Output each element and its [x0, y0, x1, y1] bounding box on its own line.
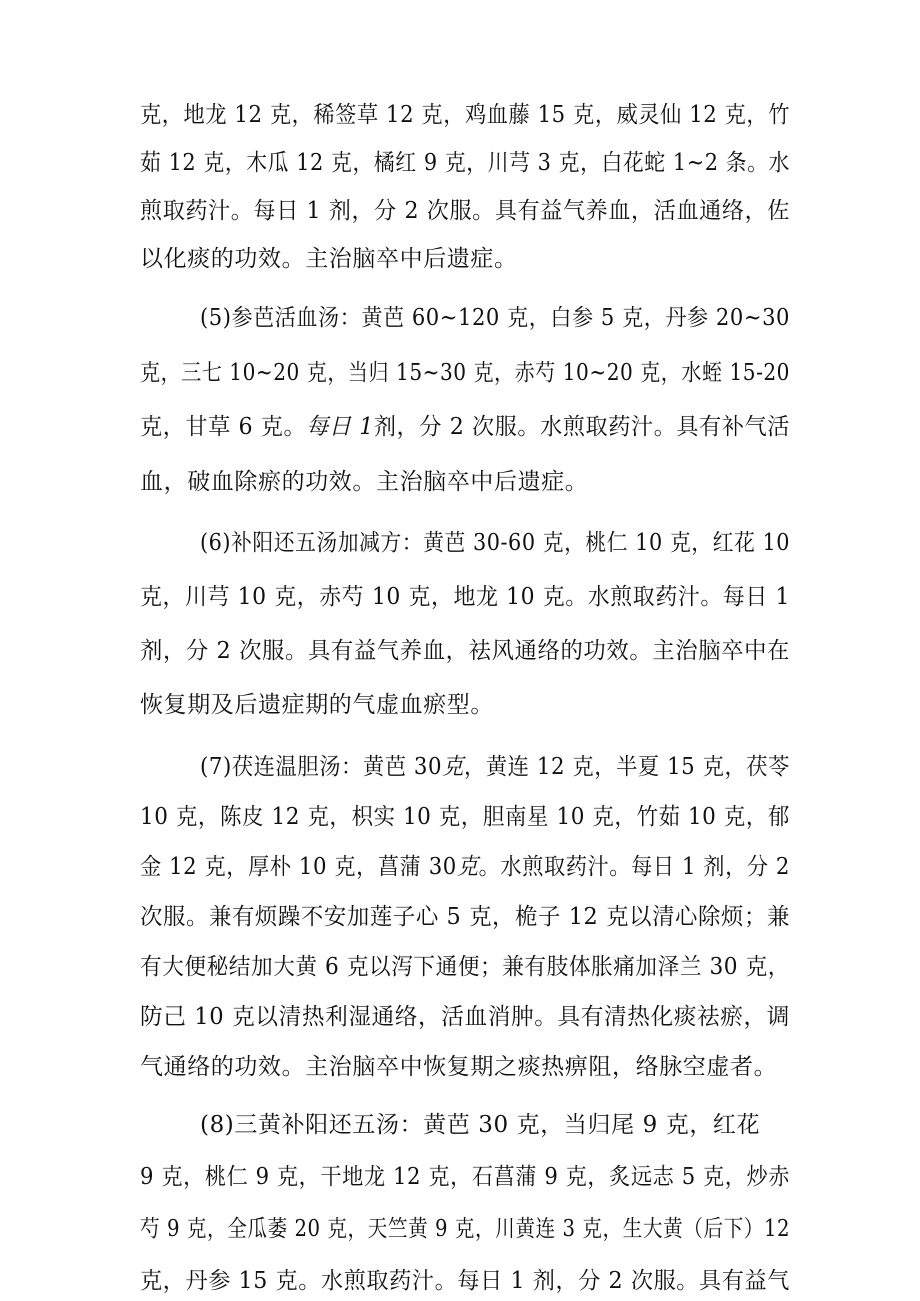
text-line: 气通络的功效。主治脑卒中恢复期之痰热痹阻，络脉空虚者。: [140, 1054, 778, 1080]
text-line: 茹 12 克，木瓜 12 克，橘红 9 克，川芎 3 克，白花蛇 1~2 条。水: [140, 150, 790, 176]
italic-text-span: 克: [456, 854, 479, 880]
text-line-mixed: [140, 850, 790, 884]
italic-text-span: 克: [442, 754, 464, 780]
paragraph-5-heading-line: (5)参芭活血汤：黄芭 60~120 克，白参 5 克，丹参 20~30: [200, 305, 791, 331]
text-span: 。水煎取药汁。每日 1 剂，分 2: [478, 854, 790, 880]
paragraph-6-heading-line: (6)补阳还五汤加减方：黄芭 30-60 克，桃仁 10 克，红花 10: [200, 530, 790, 556]
text-line: 10 克，陈皮 12 克，枳实 10 克，胆南星 10 克，竹茹 10 克，郁: [140, 804, 790, 830]
text-span: 金 12 克，厚朴 10 克，菖蒲 30: [140, 854, 457, 880]
text-line: 恢复期及后遗症期的气虚血瘀型。: [140, 692, 494, 718]
text-span: 克，甘草 6 克。: [140, 414, 307, 440]
italic-text-span: 每日 1: [306, 414, 374, 440]
text-line: 防己 10 克以清热利湿通络，活血消肿。具有清热化痰祛瘀，调: [140, 1004, 790, 1030]
text-line: 剂，分 2 次服。具有益气养血，祛风通络的功效。主治脑卒中在: [140, 638, 791, 664]
text-line: 芍 9 克，全瓜萎 20 克，天竺黄 9 克，川黄连 3 克，生大黄（后下）12: [140, 1216, 791, 1242]
text-line: 次服。兼有烦躁不安加莲子心 5 克，桅子 12 克以清心除烦；兼: [140, 904, 790, 930]
text-span: 剂，分 2 次服。水煎取药汁。具有补气活: [373, 414, 791, 440]
text-line-mixed: [140, 410, 790, 444]
text-line: 克，三七 10~20 克，当归 15~30 克，赤芍 10~20 克，水蛭 15-20: [140, 360, 790, 386]
text-line: 有大便秘结加大黄 6 克以泻下通便；兼有肢体胀痛加泽兰 30 克，: [140, 954, 790, 980]
text-line: 以化痰的功效。主治脑卒中后遗症。: [140, 246, 518, 272]
text-line: 煎取药汁。每日 1 剂，分 2 次服。具有益气养血，活血通络，佐: [140, 198, 790, 224]
text-span: (7)茯连温胆汤：黄芭 30: [200, 754, 443, 780]
text-span: ，黄连 12 克，半夏 15 克，茯苓: [463, 754, 791, 780]
text-line: 克，川芎 10 克，赤芍 10 克，地龙 10 克。水煎取药汁。每日 1: [140, 584, 791, 610]
text-line: 克，丹参 15 克。水煎取药汁。每日 1 剂，分 2 次服。具有益气: [140, 1268, 790, 1294]
text-line: 血，破血除瘀的功效。主治脑卒中后遗症。: [140, 469, 589, 495]
text-line: 9 克，桃仁 9 克，干地龙 12 克，石菖蒲 9 克，炙远志 5 克，炒赤: [140, 1164, 791, 1190]
paragraph-8-heading-line: (8)三黄补阳还五汤：黄芭 30 克，当归尾 9 克，红花: [200, 1112, 761, 1138]
paragraph-7-heading-line: [200, 750, 790, 784]
text-line: 克，地龙 12 克，稀签草 12 克，鸡血藤 15 克，威灵仙 12 克，竹: [140, 102, 790, 128]
